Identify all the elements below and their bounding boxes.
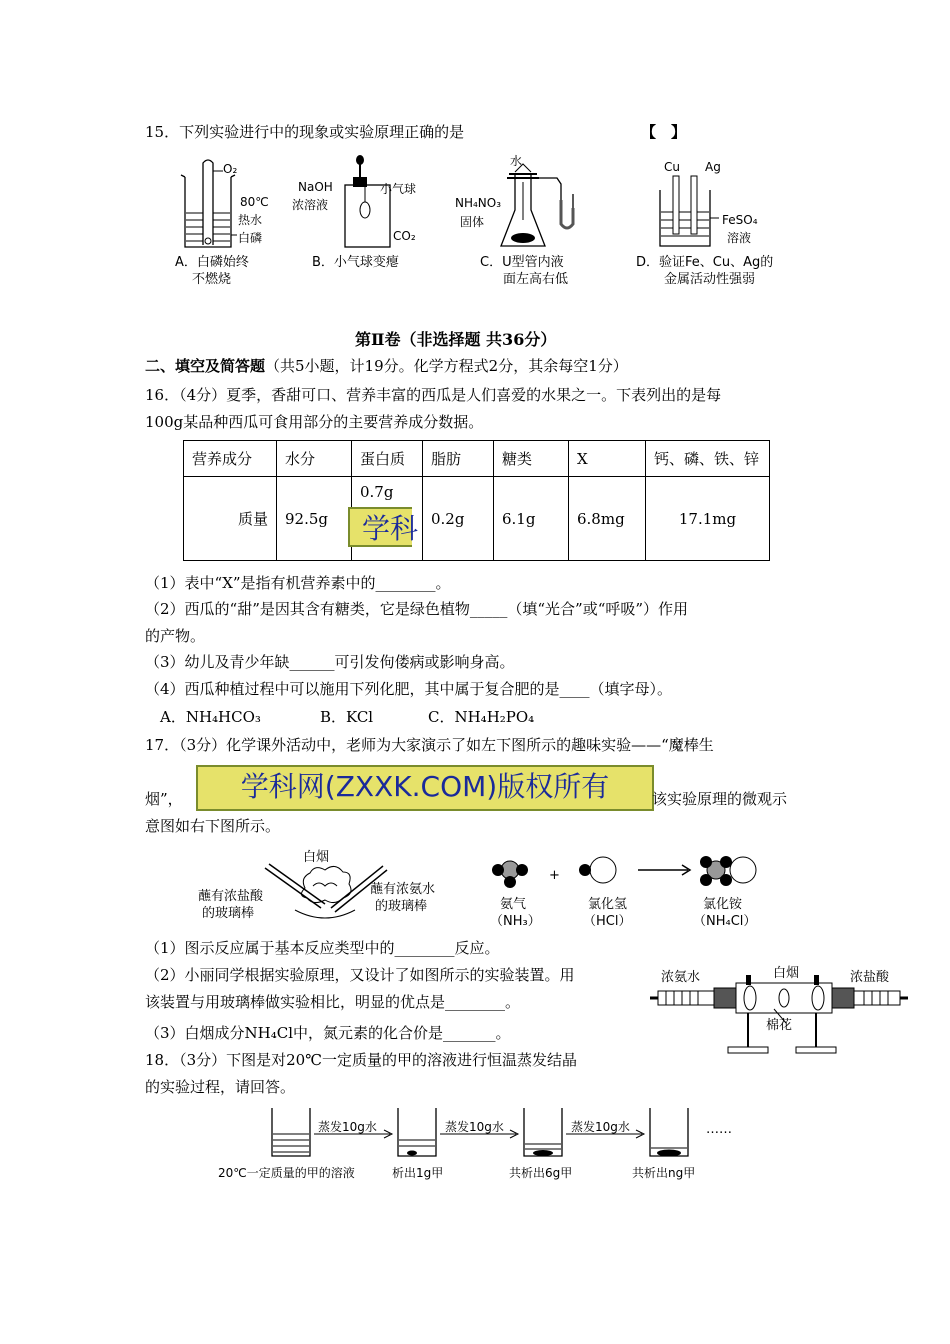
- q15c-caption-1: C．U型管内液: [480, 255, 564, 270]
- q16-sub3: （3）幼儿及青少年缺______可引发佝偻病或影响身高。: [145, 653, 515, 671]
- q16-option-a: A．NH₄HCO₃: [160, 708, 261, 726]
- watermark-small: 学科: [348, 507, 412, 547]
- q15-figure-b: [335, 155, 395, 250]
- q17-right-rod-label-1: 蘸有浓氨水: [370, 882, 436, 897]
- header-cell: 营养成分: [184, 441, 277, 477]
- q15-stem: 15．下列实验进行中的现象或实验原理正确的是: [145, 123, 465, 141]
- apparatus-ammonia-label: 浓氨水: [661, 970, 701, 985]
- q17-smoke-label: 白烟: [303, 850, 330, 865]
- q17-left-rod-label-2: 的玻璃棒: [202, 906, 255, 921]
- value-cell: 92.5g: [277, 477, 352, 561]
- table-row: [184, 477, 770, 561]
- beaker-caption-3: 共析出6g甲: [509, 1166, 573, 1180]
- section-note: （共5小题，计19分。化学方程式2分，其余每空1分）: [265, 357, 628, 375]
- q15d-cu-label: Cu: [664, 160, 680, 174]
- q17-sub3: （3）白烟成分NH₄Cl中，氮元素的化合价是_______。: [145, 1024, 511, 1042]
- q15d-ag-label: Ag: [705, 160, 721, 174]
- q15c-salt-label: NH₄NO₃: [455, 196, 502, 210]
- q17-stem-line2a: 烟”，: [145, 790, 183, 808]
- q15b-solution-label: 浓溶液: [292, 198, 329, 212]
- section-header: [145, 355, 628, 377]
- header-cell: 蛋白质: [352, 441, 423, 477]
- q15a-water-label: 热水: [238, 213, 263, 227]
- q15a-temp-label: 80℃: [240, 195, 269, 209]
- beaker-caption-4: 共析出ng甲: [632, 1166, 696, 1180]
- hcl-name: 氯化氢: [588, 897, 628, 912]
- q16-stem-line2: 100g某品种西瓜可食用部分的主要营养成分数据。: [145, 413, 484, 431]
- part2-title: 第Ⅱ卷（非选择题 共36分）: [355, 330, 557, 349]
- value-cell: 6.8mg: [569, 477, 646, 561]
- q16-sub2-line2: 的产物。: [145, 627, 206, 645]
- apparatus-cotton-label: 棉花: [766, 1018, 793, 1033]
- header-cell: X: [569, 441, 646, 477]
- q16-sub1: （1）表中“X”是指有机营养素中的________。: [145, 574, 451, 592]
- q17-stem-line3: 意图如右下图所示。: [145, 817, 281, 835]
- q15d-caption-2: 金属活动性强弱: [664, 272, 756, 287]
- evap-label-1: 蒸发10g水: [318, 1120, 377, 1134]
- apparatus-smoke-label: 白烟: [773, 966, 800, 981]
- q15a-caption-1: A．白磷始终: [175, 255, 249, 270]
- value-cell: 17.1mg: [646, 477, 770, 561]
- q16-option-b: B．KCl: [320, 708, 374, 726]
- q15a-o2-label: O₂: [223, 162, 238, 176]
- protein-value: 0.7g: [360, 483, 394, 501]
- q15d-feso4-label: FeSO₄: [722, 213, 758, 227]
- q15b-balloon-label: 小气球: [380, 182, 417, 196]
- q16-option-c: C．NH₄H₂PO₄: [428, 708, 535, 726]
- nh4cl-name: 氯化铵: [703, 897, 743, 912]
- q17-stem-line1: 17．（3分）化学课外活动中，老师为大家演示了如左下图所示的趣味实验——“魔棒生: [145, 736, 714, 754]
- nutrition-table: [183, 440, 770, 561]
- continuation-dots: ……: [706, 1122, 732, 1137]
- row-label-cell: 质量: [184, 477, 277, 561]
- q17-molecule-diagram: [488, 850, 768, 895]
- q15c-water-label: 水: [510, 154, 523, 168]
- q17-right-rod-label-2: 的玻璃棒: [375, 899, 428, 914]
- header-cell: 脂肪: [423, 441, 494, 477]
- section-title: 二、填空及简答题: [145, 357, 266, 375]
- q15a-caption-2: 不燃烧: [192, 272, 232, 287]
- header-cell: 水分: [277, 441, 352, 477]
- value-cell-protein: [352, 477, 423, 561]
- value-cell: 6.1g: [494, 477, 569, 561]
- q15d-caption-1: D．验证Fe、Cu、Ag的: [636, 255, 774, 270]
- q15-answer-bracket: 【 】: [641, 123, 687, 141]
- value-cell: 0.2g: [423, 477, 494, 561]
- evap-label-2: 蒸发10g水: [445, 1120, 504, 1134]
- nh3-formula: （NH₃）: [490, 914, 541, 929]
- plus-sign: +: [549, 868, 560, 883]
- q15a-phosphorus-label: 白磷: [238, 231, 263, 245]
- watermark-banner: 学科网(ZXXK.COM)版权所有: [196, 765, 654, 811]
- header-cell: 钙、磷、铁、锌: [646, 441, 770, 477]
- q15c-caption-2: 面左高右低: [503, 272, 569, 287]
- evap-label-3: 蒸发10g水: [571, 1120, 630, 1134]
- q15b-caption: B．小气球变瘪: [312, 255, 399, 270]
- beaker-caption-2: 析出1g甲: [392, 1166, 444, 1180]
- q15-figure-c: [495, 160, 600, 255]
- header-cell: 糖类: [494, 441, 569, 477]
- q16-sub2-line1: （2）西瓜的“甜”是因其含有糖类，它是绿色植物_____（填“光合”或“呼吸”）作用: [145, 600, 689, 618]
- q17-stem-line2b: 该实验原理的微观示: [652, 790, 788, 808]
- hcl-formula: （HCl）: [583, 914, 632, 929]
- q16-sub4: （4）西瓜种植过程中可以施用下列化肥，其中属于复合肥的是____（填字母）。: [145, 680, 673, 698]
- q15b-naoh-label: NaOH: [298, 180, 333, 194]
- table-header-row: [184, 441, 770, 477]
- q17-left-rod-label-1: 蘸有浓盐酸: [198, 889, 264, 904]
- q15b-co2-label: CO₂: [393, 229, 416, 243]
- q15d-solution-label: 溶液: [727, 231, 752, 245]
- apparatus-hcl-label: 浓盐酸: [850, 970, 890, 985]
- nh4cl-formula: （NH₄Cl）: [693, 914, 757, 929]
- q16-stem-line1: 16．（4分）夏季，香甜可口、营养丰富的西瓜是人们喜爱的水果之一。下表列出的是每: [145, 386, 722, 404]
- q17-sub2-line1: （2）小丽同学根据实验原理，又设计了如图所示的实验装置。用: [145, 966, 575, 984]
- q17-sub1: （1）图示反应属于基本反应类型中的________反应。: [145, 939, 500, 957]
- q15c-solid-label: 固体: [460, 215, 485, 229]
- q17-sub2-line2: 该装置与用玻璃棒做实验相比，明显的优点是________。: [145, 993, 521, 1011]
- beaker-caption-1: 20℃一定质量的甲的溶液: [218, 1166, 355, 1180]
- q18-stem-line1: 18．（3分）下图是对20℃一定质量的甲的溶液进行恒温蒸发结晶: [145, 1051, 577, 1069]
- q18-stem-line2: 的实验过程，请回答。: [145, 1078, 296, 1096]
- nh3-name: 氨气: [500, 897, 527, 912]
